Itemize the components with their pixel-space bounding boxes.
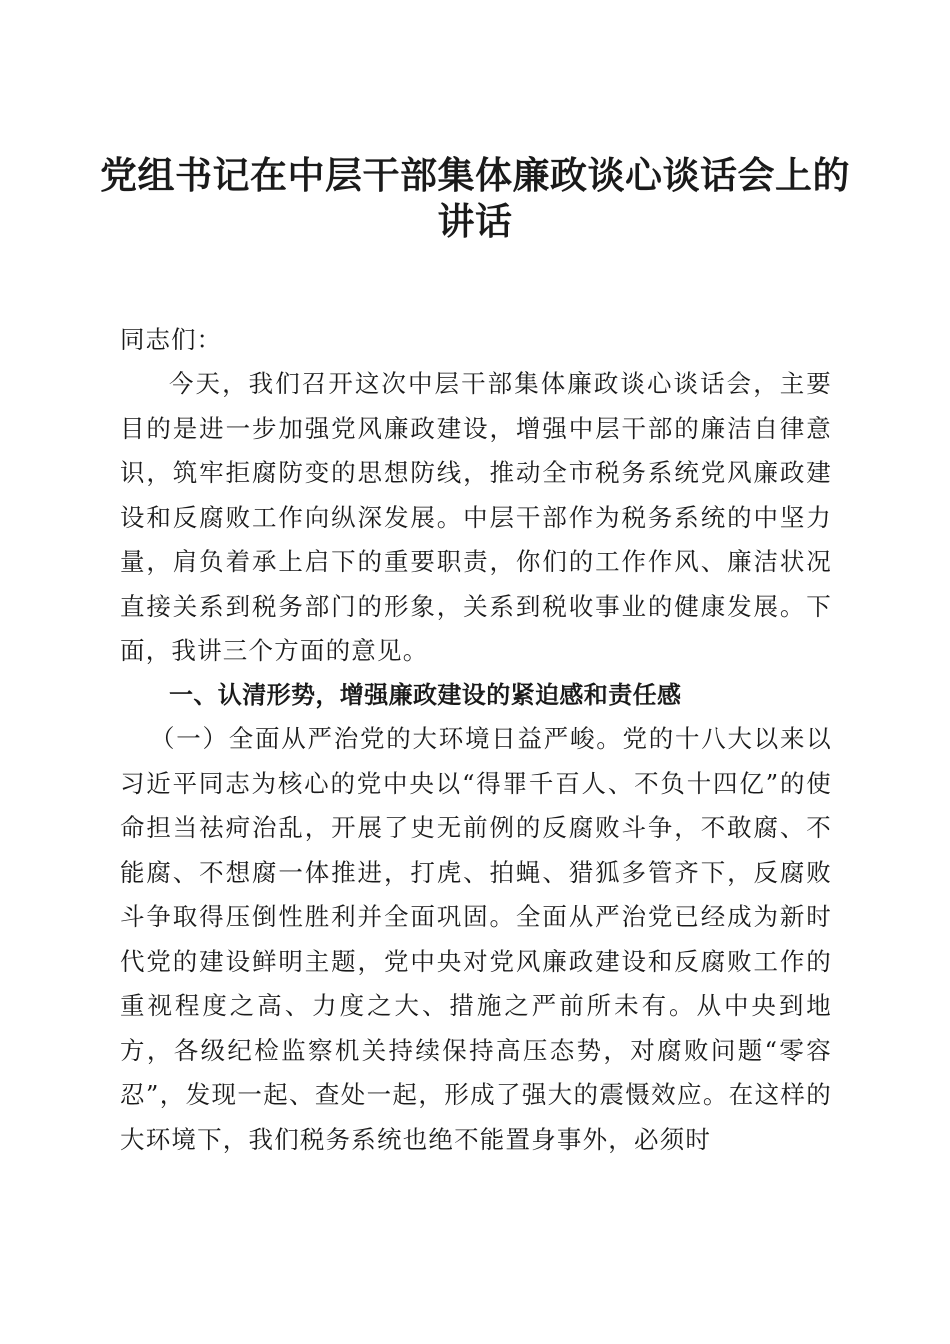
document-title-line-1: 党组书记在中层干部集体廉政谈心谈话会上的: [100, 154, 850, 197]
document-title-line-2: 讲话: [437, 200, 513, 243]
paragraph-section-1-1: （一）全面从严治党的大环境日益严峻。党的十八大以来以习近平同志为核心的党中央以“得罪千百人、不负十四亿”的使命担当祛疴治乱，开展了史无前例的反腐败斗争，不敢腐、不能腐、不想腐一体推进，打虎、拍蝇、猎狐多管齐下，反腐败斗争取得压倒性胜利并全面巩固。全面从严治党已经成为新时代党的建设鲜明主题，党中央对党风廉政建设和反腐败工作的重视程度之高、力度之大、措施之严前所未有。从中央到地方，各级纪检监察机关持续保持高压态势，对腐败问题“零容忍”，发现一起、查处一起，形成了强大的震慑效应。在这样的大环境下，我们税务系统也绝不能置身事外，必须时: [120, 724, 832, 1154]
section-heading-1: 一、认清形势，增强廉政建设的紧迫感和责任感: [169, 681, 682, 709]
salutation: 同志们：: [120, 325, 222, 354]
paragraph-intro: 今天，我们召开这次中层干部集体廉政谈心谈话会，主要目的是进一步加强党风廉政建设，增强中层干部的廉洁自律意识，筑牢拒腐防变的思想防线，推动全市税务系统党风廉政建设和反腐败工作向纵深发展。中层干部作为税务系统的中坚力量，肩负着承上启下的重要职责，你们的工作作风、廉洁状况直接关系到税务部门的形象，关系到税收事业的健康发展。下面，我讲三个方面的意见。: [120, 369, 832, 665]
